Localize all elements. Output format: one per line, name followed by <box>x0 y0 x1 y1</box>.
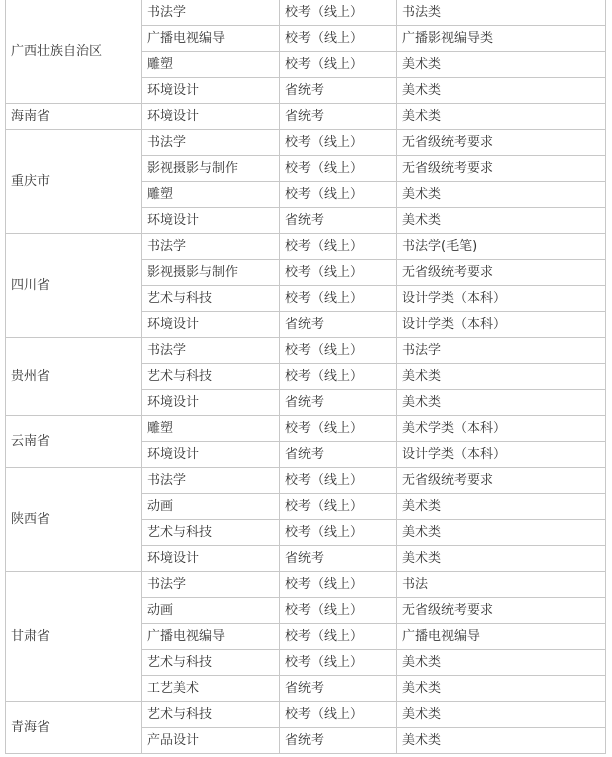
category-cell: 美术类 <box>397 52 606 78</box>
major-cell: 书法学 <box>142 338 280 364</box>
category-cell: 美术类 <box>397 676 606 702</box>
exam-type-cell: 校考（线上） <box>280 520 397 546</box>
category-cell: 美术类 <box>397 208 606 234</box>
admissions-table <box>5 0 606 754</box>
major-cell: 动画 <box>142 598 280 624</box>
major-cell: 雕塑 <box>142 416 280 442</box>
category-cell: 美术类 <box>397 78 606 104</box>
major-cell: 艺术与科技 <box>142 364 280 390</box>
exam-type-cell: 校考（线上） <box>280 494 397 520</box>
exam-type-cell: 校考（线上） <box>280 702 397 728</box>
major-cell: 书法学 <box>142 0 280 26</box>
province-cell: 海南省 <box>6 104 142 130</box>
exam-type-cell: 校考（线上） <box>280 598 397 624</box>
exam-type-cell: 校考（线上） <box>280 468 397 494</box>
category-cell: 美术类 <box>397 546 606 572</box>
major-cell: 影视摄影与制作 <box>142 260 280 286</box>
exam-type-cell: 校考（线上） <box>280 130 397 156</box>
major-cell: 工艺美术 <box>142 676 280 702</box>
category-cell: 美术类 <box>397 182 606 208</box>
exam-type-cell: 校考（线上） <box>280 0 397 26</box>
province-cell: 广西壮族自治区 <box>6 0 142 104</box>
category-cell: 无省级统考要求 <box>397 468 606 494</box>
exam-type-cell: 省统考 <box>280 208 397 234</box>
admissions-table-body <box>6 0 606 754</box>
major-cell: 动画 <box>142 494 280 520</box>
major-cell: 环境设计 <box>142 442 280 468</box>
exam-type-cell: 校考（线上） <box>280 572 397 598</box>
exam-type-cell: 校考（线上） <box>280 416 397 442</box>
major-cell: 广播电视编导 <box>142 26 280 52</box>
category-cell: 美术类 <box>397 104 606 130</box>
exam-type-cell: 省统考 <box>280 728 397 754</box>
category-cell: 美术学类（本科） <box>397 416 606 442</box>
category-cell: 美术类 <box>397 520 606 546</box>
major-cell: 环境设计 <box>142 546 280 572</box>
major-cell: 书法学 <box>142 572 280 598</box>
exam-type-cell: 校考（线上） <box>280 156 397 182</box>
category-cell: 书法学 <box>397 338 606 364</box>
exam-type-cell: 校考（线上） <box>280 260 397 286</box>
major-cell: 艺术与科技 <box>142 520 280 546</box>
category-cell: 无省级统考要求 <box>397 598 606 624</box>
major-cell: 书法学 <box>142 130 280 156</box>
exam-type-cell: 省统考 <box>280 312 397 338</box>
exam-type-cell: 校考（线上） <box>280 286 397 312</box>
category-cell: 美术类 <box>397 364 606 390</box>
exam-type-cell: 校考（线上） <box>280 650 397 676</box>
province-cell: 青海省 <box>6 702 142 754</box>
category-cell: 书法 <box>397 572 606 598</box>
exam-type-cell: 校考（线上） <box>280 26 397 52</box>
category-cell: 美术类 <box>397 650 606 676</box>
major-cell: 书法学 <box>142 468 280 494</box>
category-cell: 美术类 <box>397 390 606 416</box>
province-cell: 陕西省 <box>6 468 142 572</box>
province-cell: 贵州省 <box>6 338 142 416</box>
table-row <box>6 572 606 598</box>
table-row <box>6 234 606 260</box>
major-cell: 艺术与科技 <box>142 702 280 728</box>
category-cell: 无省级统考要求 <box>397 156 606 182</box>
major-cell: 艺术与科技 <box>142 286 280 312</box>
category-cell: 美术类 <box>397 494 606 520</box>
major-cell: 环境设计 <box>142 390 280 416</box>
category-cell: 设计学类（本科） <box>397 312 606 338</box>
major-cell: 环境设计 <box>142 78 280 104</box>
table-row <box>6 702 606 728</box>
major-cell: 雕塑 <box>142 52 280 78</box>
table-row <box>6 0 606 26</box>
category-cell: 美术类 <box>397 728 606 754</box>
exam-type-cell: 校考（线上） <box>280 624 397 650</box>
major-cell: 环境设计 <box>142 312 280 338</box>
table-row <box>6 130 606 156</box>
category-cell: 设计学类（本科） <box>397 286 606 312</box>
major-cell: 产品设计 <box>142 728 280 754</box>
exam-type-cell: 省统考 <box>280 78 397 104</box>
province-cell: 四川省 <box>6 234 142 338</box>
exam-type-cell: 校考（线上） <box>280 234 397 260</box>
category-cell: 无省级统考要求 <box>397 130 606 156</box>
major-cell: 艺术与科技 <box>142 650 280 676</box>
province-cell: 重庆市 <box>6 130 142 234</box>
category-cell: 设计学类（本科） <box>397 442 606 468</box>
category-cell: 美术类 <box>397 702 606 728</box>
major-cell: 环境设计 <box>142 208 280 234</box>
table-row <box>6 416 606 442</box>
exam-type-cell: 校考（线上） <box>280 182 397 208</box>
major-cell: 影视摄影与制作 <box>142 156 280 182</box>
table-row <box>6 468 606 494</box>
major-cell: 雕塑 <box>142 182 280 208</box>
category-cell: 广播电视编导 <box>397 624 606 650</box>
exam-type-cell: 省统考 <box>280 676 397 702</box>
exam-type-cell: 校考（线上） <box>280 52 397 78</box>
major-cell: 广播电视编导 <box>142 624 280 650</box>
exam-type-cell: 省统考 <box>280 104 397 130</box>
exam-type-cell: 校考（线上） <box>280 364 397 390</box>
exam-type-cell: 省统考 <box>280 442 397 468</box>
province-cell: 甘肃省 <box>6 572 142 702</box>
table-row <box>6 338 606 364</box>
category-cell: 书法学(毛笔) <box>397 234 606 260</box>
exam-type-cell: 省统考 <box>280 390 397 416</box>
major-cell: 书法学 <box>142 234 280 260</box>
major-cell: 环境设计 <box>142 104 280 130</box>
table-row <box>6 104 606 130</box>
province-cell: 云南省 <box>6 416 142 468</box>
category-cell: 书法类 <box>397 0 606 26</box>
category-cell: 无省级统考要求 <box>397 260 606 286</box>
exam-type-cell: 校考（线上） <box>280 338 397 364</box>
exam-type-cell: 省统考 <box>280 546 397 572</box>
category-cell: 广播影视编导类 <box>397 26 606 52</box>
